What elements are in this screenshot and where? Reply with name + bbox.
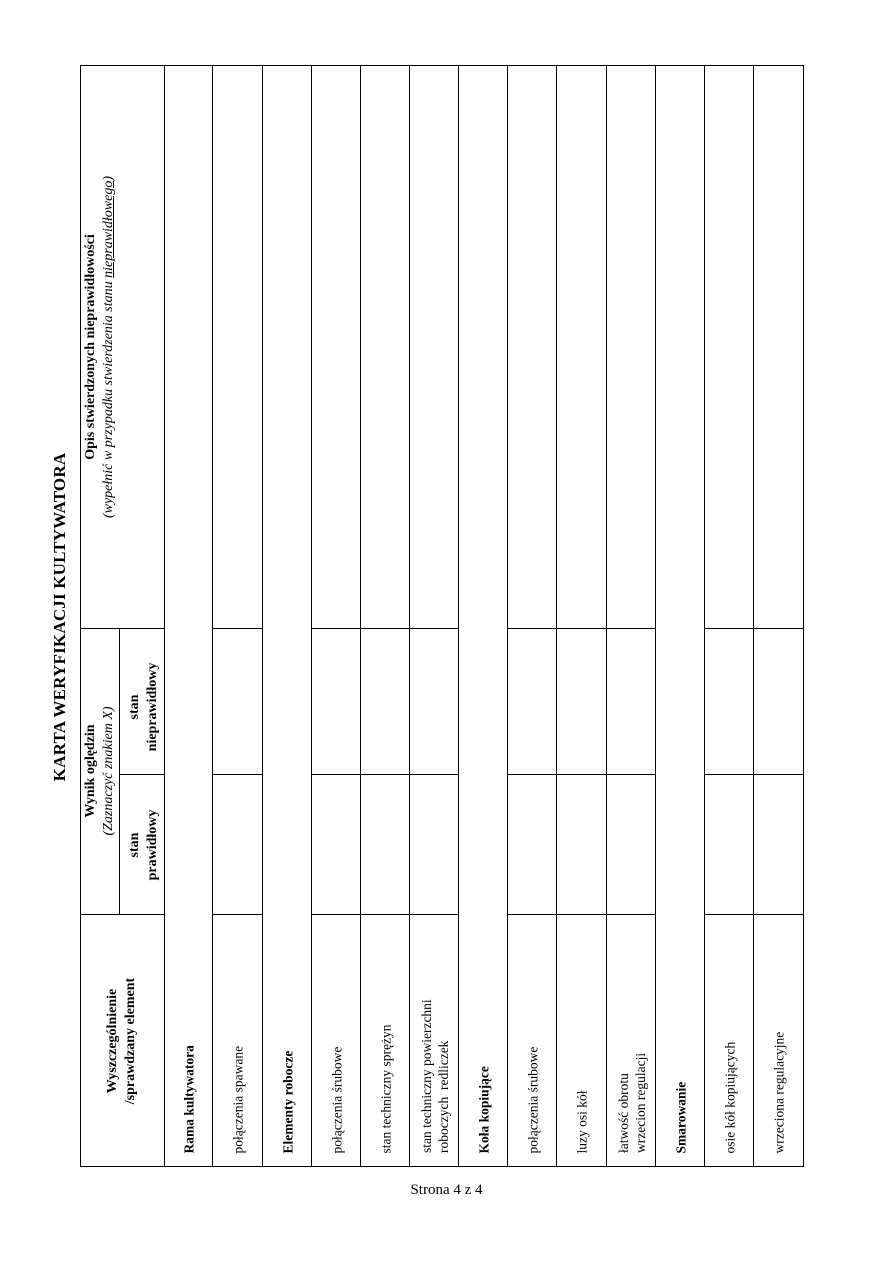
table-row [213, 65, 263, 1167]
table-row [312, 65, 361, 1167]
state-bad-cell[interactable] [557, 628, 606, 774]
description-cell[interactable] [508, 65, 556, 628]
section-label: Elementy robocze [280, 1050, 295, 1153]
state-ok-cell[interactable] [213, 774, 262, 914]
state-ok-cell[interactable] [410, 774, 458, 914]
header-description: Opis stwierdzonych nieprawidłowości (wypełnić w przypadku stwierdzenia stanu nieprawidłowego) [83, 175, 116, 519]
state-bad-cell[interactable] [607, 628, 655, 774]
table-row [508, 65, 557, 1167]
state-bad-cell[interactable] [410, 628, 458, 774]
table-row [754, 65, 803, 1167]
table-row [705, 65, 754, 1167]
state-ok-cell[interactable] [754, 774, 802, 914]
row-label: połączenia śrubowe [329, 1046, 344, 1153]
state-ok-cell[interactable] [312, 774, 360, 914]
section-label: Rama kultywatora [181, 1044, 196, 1153]
state-bad-cell[interactable] [312, 628, 360, 774]
section-label: Smarowanie [673, 1081, 688, 1153]
header-state-bad: stan nieprawidłowy [127, 662, 160, 752]
verification-table [80, 65, 804, 1167]
row-label: osie kół kopiujących [722, 1041, 737, 1153]
page-title: KARTA WERYFIKACJI KULTYWATORA [50, 452, 69, 782]
row-label: wrzeciona regulacyjne [771, 1031, 786, 1153]
description-cell[interactable] [410, 65, 458, 628]
header-result: Wynik oględzin (Zaznaczyć znakiem X) [83, 706, 116, 836]
state-ok-cell[interactable] [361, 774, 409, 914]
description-cell[interactable] [607, 65, 655, 628]
table-row [361, 65, 410, 1167]
table-row [410, 65, 459, 1167]
description-cell[interactable] [705, 65, 753, 628]
description-cell[interactable] [557, 65, 606, 628]
row-label: połączenia spawane [230, 1045, 246, 1153]
state-ok-cell[interactable] [508, 774, 556, 914]
row-label: łatwość obrotu wrzecion regulacji [615, 1052, 648, 1153]
section-label: Koła kopiujące [476, 1065, 491, 1153]
section-row [656, 65, 705, 1167]
section-row [459, 65, 508, 1167]
header-element: Wyszczególnienie /sprawdzany element [105, 977, 138, 1105]
header-state-ok: stan prawidłowy [127, 809, 160, 881]
state-bad-cell[interactable] [213, 628, 262, 774]
row-label: stan techniczny sprężyn [378, 1024, 393, 1153]
table-row [607, 65, 656, 1167]
description-cell[interactable] [361, 65, 409, 628]
description-cell[interactable] [754, 65, 802, 628]
row-label: połączenia śrubowe [525, 1046, 540, 1153]
row-label: stan techniczny powierzchni roboczych redliczek [418, 999, 451, 1153]
section-row [263, 65, 312, 1167]
table-row [557, 65, 607, 1167]
description-cell[interactable] [312, 65, 360, 628]
state-bad-cell[interactable] [361, 628, 409, 774]
description-cell[interactable] [213, 65, 262, 628]
state-bad-cell[interactable] [705, 628, 753, 774]
state-ok-cell[interactable] [607, 774, 655, 914]
state-ok-cell[interactable] [705, 774, 753, 914]
state-ok-cell[interactable] [557, 774, 606, 914]
page-footer: Strona 4 z 4 [410, 1182, 483, 1198]
state-bad-cell[interactable] [754, 628, 802, 774]
state-bad-cell[interactable] [508, 628, 556, 774]
section-row [164, 65, 213, 1167]
row-label: luzy osi kół [574, 1090, 590, 1153]
